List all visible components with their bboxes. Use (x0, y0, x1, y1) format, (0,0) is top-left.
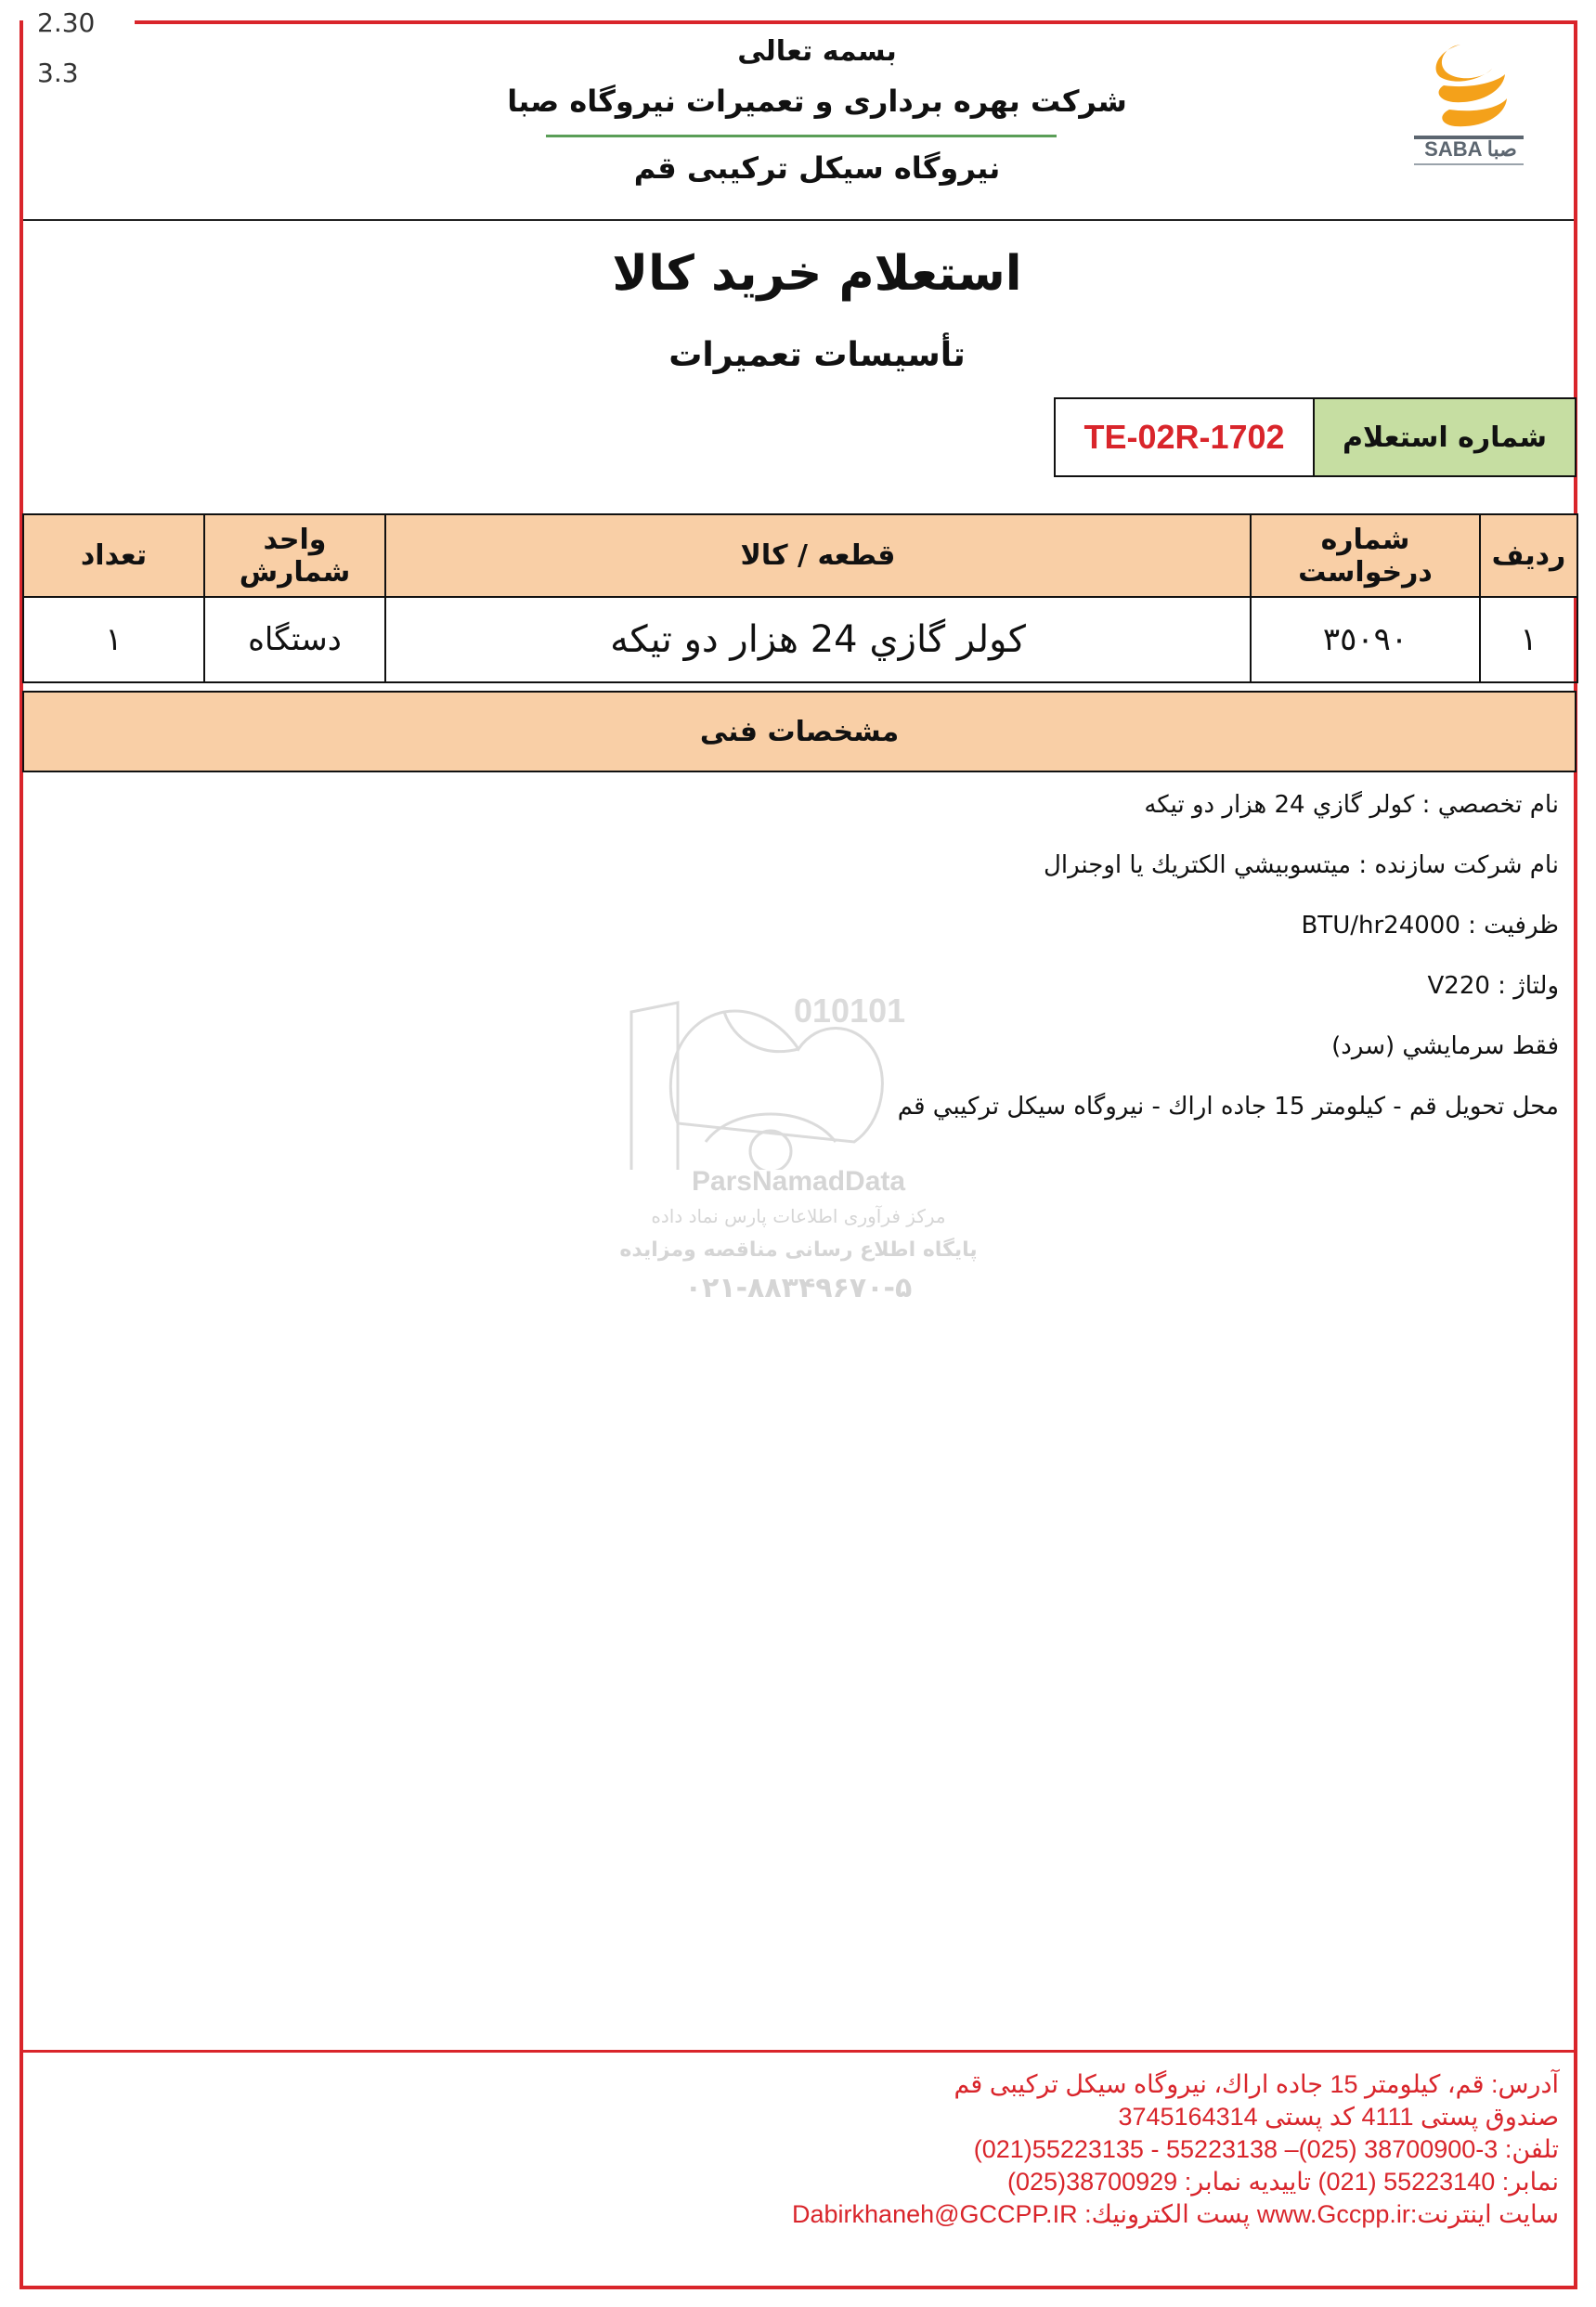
inquiry-number-label: شماره استعلام (1313, 399, 1575, 475)
plant-name: نیروگاه سیکل ترکیبی قم (633, 150, 1001, 186)
footer-address: آدرس: قم، كيلومتر 15 جاده اراك، نيروگاه سيكل تركيبی قم (954, 2070, 1559, 2098)
specs-heading: مشخصات فنی (22, 691, 1577, 772)
footer-web-email: سايت اينترنت:www.Gccpp.ir پست الكترونيك: Dabirkhaneh@GCCPP.IR (792, 2200, 1559, 2228)
cell-item: كولر گازي 24 هزار دو تيكه (385, 597, 1251, 682)
header-unit: واحد شمارش (204, 514, 385, 597)
items-table-header-row (23, 514, 1577, 597)
version-line-1: 2.30 (37, 7, 96, 38)
table-row (23, 597, 1577, 682)
spec-line-3: ظرفيت : BTU/hr24000 (1301, 912, 1559, 940)
inquiry-number-box (1054, 397, 1577, 477)
cell-request-number: ٣٥٠٩٠ (1251, 597, 1480, 682)
header-request-number: شماره درخواست (1251, 514, 1480, 597)
footer-divider (23, 2050, 1574, 2053)
header-separator (23, 219, 1574, 221)
inquiry-number-value: TE-02R-1702 (1083, 418, 1285, 456)
page-frame-bottom (19, 2286, 1577, 2289)
document-title: استعلام خرید کالا (612, 246, 1022, 302)
saba-logo (1388, 37, 1546, 176)
spec-line-2: نام شركت سازنده : ميتسوبيشي الكتريك يا اوجنرال (1043, 851, 1559, 879)
logo-text: SABA صبا (1424, 137, 1517, 161)
company-name: شرکت بهره برداری و تعمیرات نیروگاه صبا (507, 84, 1127, 119)
header-item: قطعه / کالا (385, 514, 1251, 597)
watermark-name: ParsNamadData (691, 1166, 906, 1197)
spec-line-5: فقط سرمايشي (سرد) (1331, 1032, 1559, 1060)
watermark-line-2: پایگاه اطلاع رسانی مناقصه ومزایده (619, 1238, 978, 1262)
header-divider (546, 135, 1057, 137)
page-frame-left (19, 20, 23, 2289)
watermark-phone: ۰۲۱-۸۸۳۴۹۶۷۰-۵ (684, 1272, 913, 1304)
version-line-2: 3.3 (37, 58, 79, 88)
spec-line-4: ولتاژ : V220 (1427, 972, 1559, 1000)
watermark-line-1: مرکز فرآوری اطلاعات پارس نماد داده (651, 1205, 946, 1227)
footer-fax: نمابر: 55223140 (021) تاييديه نمابر: 38700929(025) (1007, 2168, 1559, 2196)
cell-row-number: ١ (1480, 597, 1577, 682)
header-row-number: ردیف (1480, 514, 1577, 597)
page-frame-right (1574, 20, 1577, 2289)
footer-postal: صندوق پستی 4111 كد پستی 3745164314 (1118, 2103, 1559, 2131)
cell-unit: دستگاه (204, 597, 385, 682)
watermark (603, 984, 993, 1328)
spec-line-6: محل تحويل قم - كيلومتر 15 جاده اراك - نيروگاه سيكل تركيبي قم (897, 1093, 1559, 1121)
watermark-binary: 010101 (794, 991, 906, 1030)
header-quantity: تعداد (23, 514, 204, 597)
document-subtitle: تأسیسات تعمیرات (668, 336, 966, 374)
invocation-text: بسمه تعالی (737, 35, 897, 68)
items-table (22, 513, 1578, 683)
cell-quantity: ١ (23, 597, 204, 682)
page-frame-top (135, 20, 1577, 24)
footer-phone: تلفن: 3-38700900 (025)– 55223138 - 55223135(021) (973, 2135, 1559, 2163)
spec-line-1: نام تخصصي : كولر گازي 24 هزار دو تيكه (1144, 791, 1559, 819)
